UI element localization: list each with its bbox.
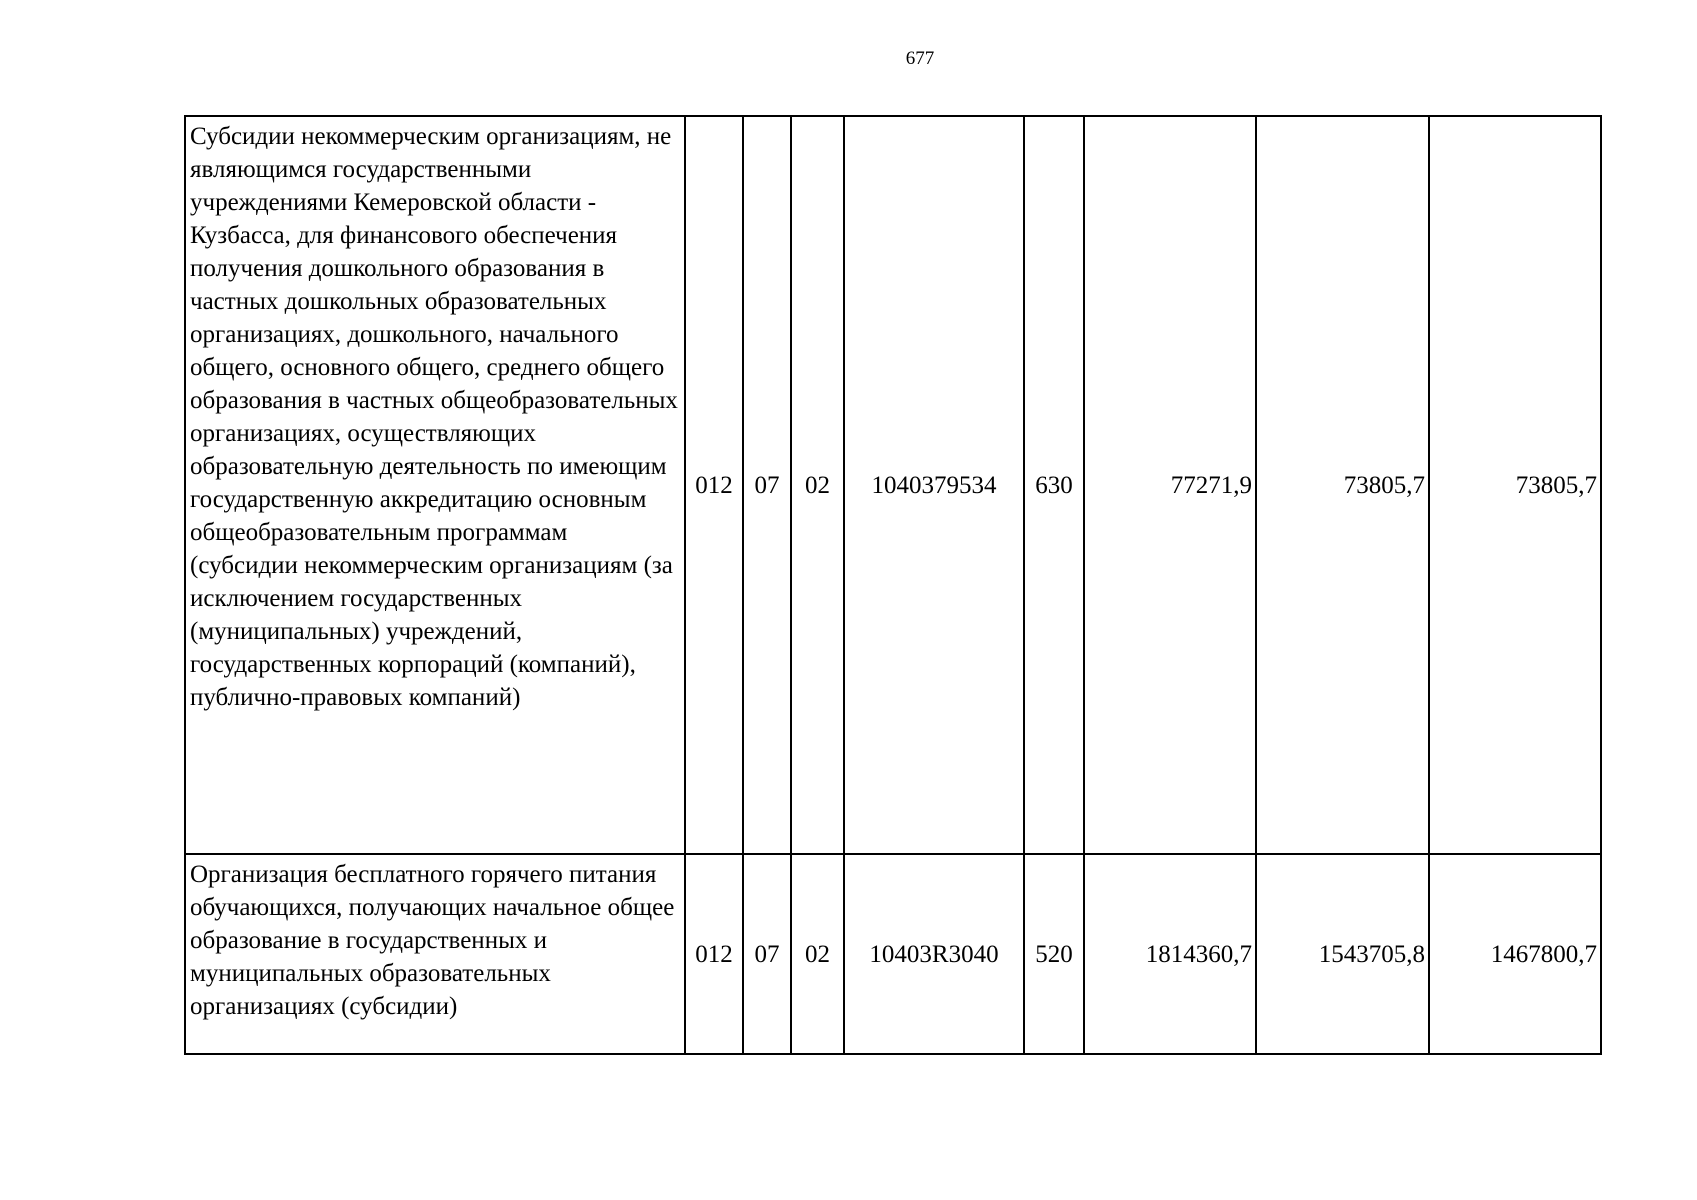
amount-1-cell: 1814360,7 xyxy=(1084,854,1256,1054)
amount-3-cell: 1467800,7 xyxy=(1429,854,1601,1054)
table-row xyxy=(185,116,1601,854)
subsection-cell: 02 xyxy=(791,116,844,854)
section-cell: 07 xyxy=(743,854,791,1054)
section-cell: 07 xyxy=(743,116,791,854)
target-article-cell: 1040379534 xyxy=(844,116,1024,854)
row-description: Организация бесплатного горячего питания обучающихся, получающих начальное общее образование в государственных и муниципальных образовательных организациях (субсидии) xyxy=(185,854,685,1054)
amount-1-cell: 77271,9 xyxy=(1084,116,1256,854)
page-number: 677 xyxy=(905,48,935,69)
ministry-code-cell: 012 xyxy=(685,116,743,854)
target-article-cell: 10403R3040 xyxy=(844,854,1024,1054)
amount-2-cell: 73805,7 xyxy=(1256,116,1429,854)
row-description: Субсидии некоммерческим организациям, не являющимся государственными учреждениями Кемеровской области - Кузбасса, для финансового обеспечения получения дошкольного образования в частных дошкольных образовательных организациях, дошкольного, начального общего, основного общего, среднего общего образования в частных общеобразовательных организациях, осуществляющих образовательную деятельность по имеющим государственную аккредитацию основным общеобразовательным программам (субсидии некоммерческим организациям (за исключением государственных (муниципальных) учреждений, государственных корпораций (компаний), публично-правовых компаний) xyxy=(185,116,685,854)
expense-type-cell: 520 xyxy=(1024,854,1084,1054)
amount-2-cell: 1543705,8 xyxy=(1256,854,1429,1054)
subsection-cell: 02 xyxy=(791,854,844,1054)
budget-table xyxy=(184,115,1602,1055)
ministry-code-cell: 012 xyxy=(685,854,743,1054)
table-row xyxy=(185,854,1601,1054)
amount-3-cell: 73805,7 xyxy=(1429,116,1601,854)
expense-type-cell: 630 xyxy=(1024,116,1084,854)
